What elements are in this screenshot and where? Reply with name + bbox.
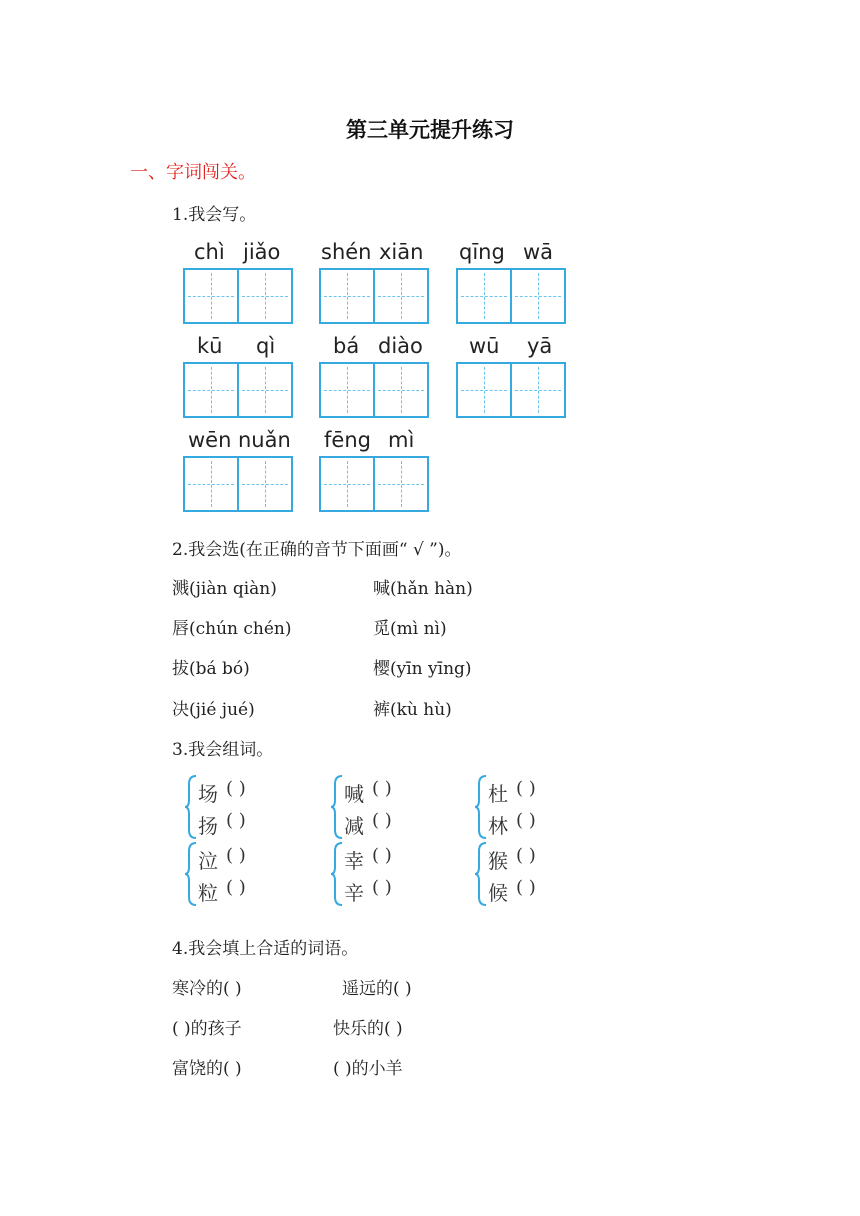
brace-icon xyxy=(330,841,344,907)
pinyin: bá xyxy=(333,334,360,358)
character: 粒 xyxy=(198,881,218,905)
brace-icon xyxy=(330,774,344,840)
pinyin: diào xyxy=(378,334,423,358)
question-3-label: 3.我会组词。 xyxy=(172,740,274,760)
word-blank[interactable]: ( ) xyxy=(372,810,392,831)
word-group xyxy=(184,841,314,907)
writing-grid[interactable] xyxy=(183,456,293,512)
word-blank[interactable]: ( ) xyxy=(226,778,246,799)
character: 泣 xyxy=(198,849,218,873)
fill-blank-item[interactable]: ( )的小羊 xyxy=(333,1059,403,1079)
pinyin: chì xyxy=(194,240,225,264)
word-blank[interactable]: ( ) xyxy=(372,877,392,898)
writing-grid[interactable] xyxy=(456,268,566,324)
fill-blank-item[interactable]: 寒冷的( ) xyxy=(172,979,242,999)
pinyin-choice[interactable]: 溅(jiàn qiàn) xyxy=(172,579,277,599)
pinyin: xiān xyxy=(379,240,424,264)
question-4-label: 4.我会填上合适的词语。 xyxy=(172,939,359,959)
question-1-label: 1.我会写。 xyxy=(172,205,257,225)
word-group xyxy=(474,841,604,907)
word-blank[interactable]: ( ) xyxy=(372,778,392,799)
word-blank[interactable]: ( ) xyxy=(516,877,536,898)
writing-grid[interactable] xyxy=(319,362,429,418)
pinyin: kū xyxy=(197,334,223,358)
character: 减 xyxy=(344,814,364,838)
word-group xyxy=(474,774,604,840)
pinyin: qì xyxy=(256,334,276,358)
writing-grid[interactable] xyxy=(319,456,429,512)
word-blank[interactable]: ( ) xyxy=(226,810,246,831)
character: 候 xyxy=(488,881,508,905)
pinyin: nuǎn xyxy=(238,428,291,452)
writing-grid[interactable] xyxy=(183,362,293,418)
brace-icon xyxy=(184,841,198,907)
pinyin-choice[interactable]: 喊(hǎn hàn) xyxy=(373,579,473,599)
fill-blank-item[interactable]: 遥远的( ) xyxy=(342,979,412,999)
pinyin-choice[interactable]: 樱(yīn yīng) xyxy=(373,659,472,679)
word-blank[interactable]: ( ) xyxy=(226,845,246,866)
character: 辛 xyxy=(344,881,364,905)
character: 喊 xyxy=(344,782,364,806)
fill-blank-item[interactable]: 富饶的( ) xyxy=(172,1059,242,1079)
pinyin-choice[interactable]: 拔(bá bó) xyxy=(172,659,250,679)
character: 场 xyxy=(198,782,218,806)
pinyin: mì xyxy=(388,428,415,452)
writing-grid[interactable] xyxy=(456,362,566,418)
pinyin-choice[interactable]: 决(jié jué) xyxy=(172,700,255,720)
fill-blank-item[interactable]: 快乐的( ) xyxy=(333,1019,403,1039)
brace-icon xyxy=(474,774,488,840)
pinyin-choice[interactable]: 唇(chún chén) xyxy=(172,619,292,639)
section-heading: 一、字词闯关。 xyxy=(130,162,256,183)
pinyin-choice[interactable]: 裤(kù hù) xyxy=(373,700,452,720)
brace-icon xyxy=(474,841,488,907)
character: 幸 xyxy=(344,849,364,873)
word-blank[interactable]: ( ) xyxy=(226,877,246,898)
word-blank[interactable]: ( ) xyxy=(372,845,392,866)
pinyin: wū xyxy=(469,334,500,358)
pinyin: qīng xyxy=(459,240,505,264)
word-group xyxy=(184,774,314,840)
word-group xyxy=(330,774,460,840)
question-2-label: 2.我会选(在正确的音节下面画“ √ ”)。 xyxy=(172,540,462,560)
word-group xyxy=(330,841,460,907)
character: 林 xyxy=(488,814,508,838)
writing-grid[interactable] xyxy=(183,268,293,324)
word-blank[interactable]: ( ) xyxy=(516,810,536,831)
character: 猴 xyxy=(488,849,508,873)
page-title: 第三单元提升练习 xyxy=(346,117,514,142)
pinyin: wēn xyxy=(188,428,232,452)
pinyin: wā xyxy=(523,240,554,264)
word-blank[interactable]: ( ) xyxy=(516,778,536,799)
pinyin: shén xyxy=(321,240,372,264)
character: 扬 xyxy=(198,814,218,838)
fill-blank-item[interactable]: ( )的孩子 xyxy=(172,1019,242,1039)
character: 杜 xyxy=(488,782,508,806)
writing-grid[interactable] xyxy=(319,268,429,324)
brace-icon xyxy=(184,774,198,840)
pinyin: yā xyxy=(527,334,553,358)
word-blank[interactable]: ( ) xyxy=(516,845,536,866)
pinyin-choice[interactable]: 觅(mì nì) xyxy=(373,619,447,639)
pinyin: jiǎo xyxy=(243,240,281,264)
pinyin: fēng xyxy=(324,428,371,452)
